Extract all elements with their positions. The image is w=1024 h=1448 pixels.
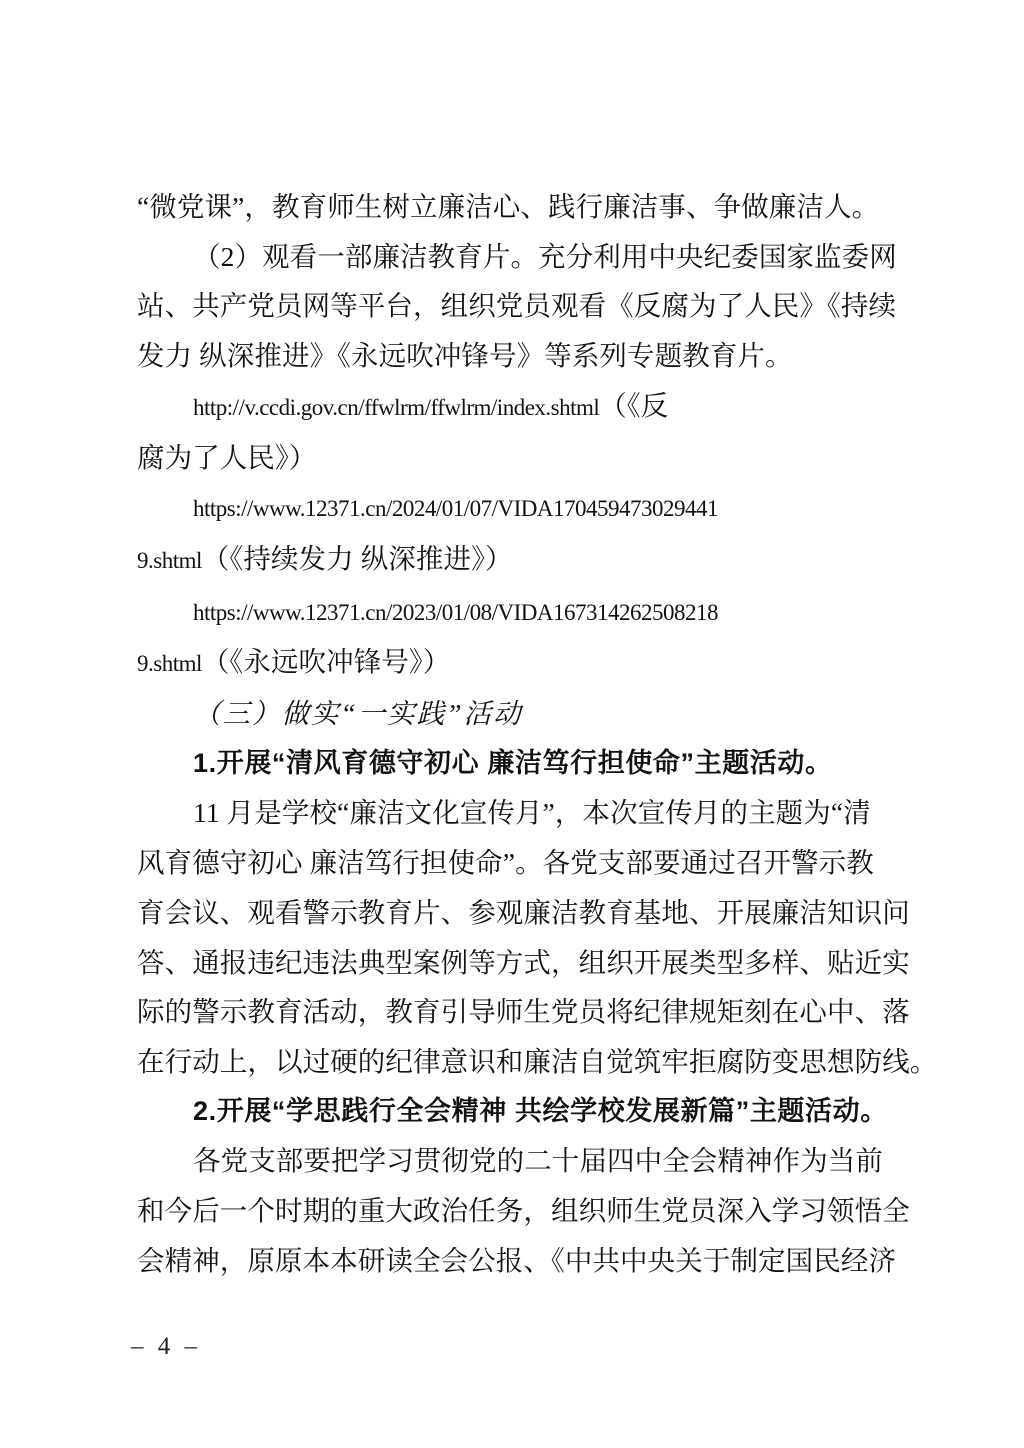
body-text-line: 各党支部要把学习贯彻党的二十届四中全会精神作为当前 [193,1145,883,1177]
url-text-line [137,381,927,433]
page-number: – 4 – [131,1333,201,1360]
url-text-line [137,482,927,534]
body-text-line: 和今后一个时期的重大政治任务，组织师生党员深入学习领悟全 [137,1195,910,1227]
document-body [137,182,938,1285]
url-text: 9.shtml [137,547,202,573]
url-text-line [137,534,927,586]
url-text: https://www.12371.cn/2023/01/08/VIDA167314262508218 [193,599,718,625]
url-text: https://www.12371.cn/2024/01/07/VIDA170459473029441 [193,496,718,522]
body-text-line: 11 月是学校“廉洁文化宣传月”，本次宣传月的主题为“清 [193,797,871,829]
topic-heading: 1.开展“清风育德守初心 廉洁笃行担使命”主题活动。 [193,747,833,778]
body-text-line: 会精神，原原本本研读全会公报、《中共中央关于制定国民经济 [137,1244,897,1276]
section-heading: （三）做实“一实践”活动 [193,698,523,730]
url-text-line [137,637,927,689]
body-text-line: 在行动上，以过硬的纪律意识和廉洁自觉筑牢拒腐防变思想防线。 [137,1045,938,1077]
body-text-line: “微党课”，教育师生树立廉洁心、践行廉洁事、争做廉洁人。 [137,191,880,222]
body-text-line: 育会议、观看警示教育片、参观廉洁教育基地、开展廉洁知识问 [137,896,910,928]
body-text-line: 发力 纵深推进》《永远吹冲锋号》等系列专题教育片。 [137,340,793,372]
url-text: 9.shtml [137,651,202,677]
url-caption: （《反 [599,389,669,421]
url-caption-line: 腐为了人民》） [137,441,317,473]
body-text-line: 际的警示教育活动，教育引导师生党员将纪律规矩刻在心中、落 [137,996,910,1028]
body-text-line: 站、共产党员网等平台，组织党员观看《反腐为了人民》《持续 [137,290,897,322]
url-caption: （《持续发力 纵深推进》） [201,542,513,574]
body-text-line: 风育德守初心 廉洁笃行担使命”。各党支部要通过召开警示教 [137,847,874,879]
body-text-line: 答、通报违纪违法典型案例等方式，组织开展类型多样、贴近实 [137,946,910,978]
url-text-line [137,586,927,638]
url-caption: （《永远吹冲锋号》） [201,646,451,678]
body-text-line: （2）观看一部廉洁教育片。充分利用中央纪委国家监委网 [193,240,897,272]
url-text: http://v.ccdi.gov.cn/ffwlrm/ffwlrm/index.shtml [193,394,600,420]
topic-heading: 2.开展“学思践行全会精神 共绘学校发展新篇”主题活动。 [193,1095,888,1126]
